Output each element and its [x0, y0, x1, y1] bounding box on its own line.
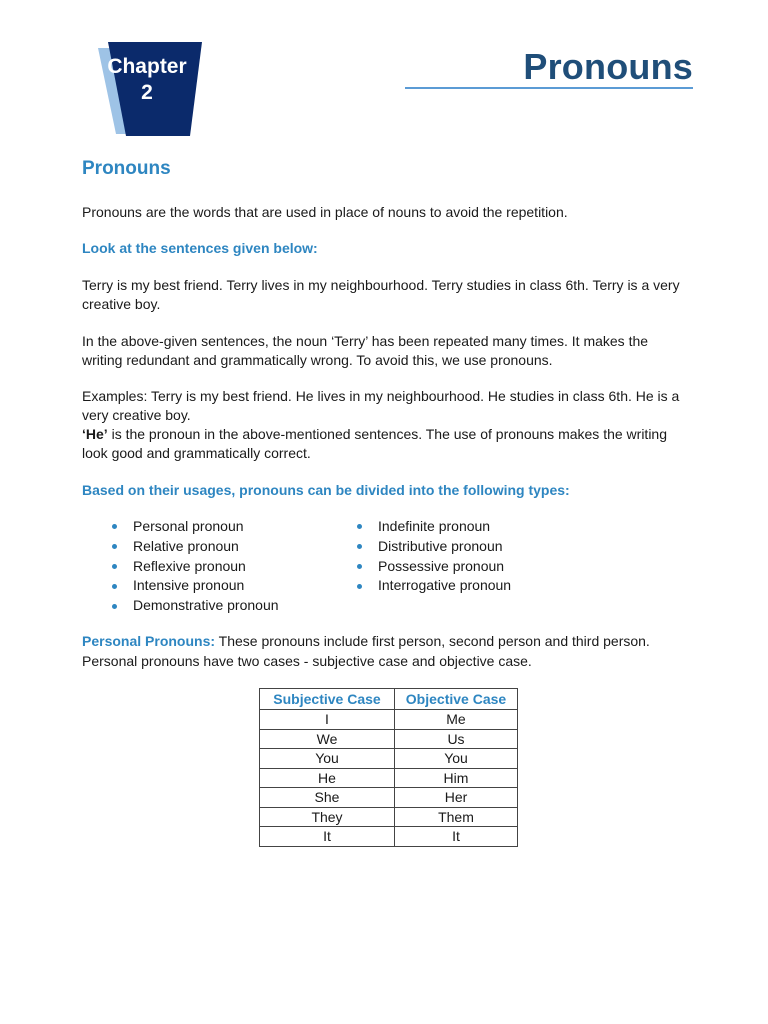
list-item: Possessive pronoun [357, 557, 511, 577]
types-list-right [357, 517, 511, 596]
subjective-cell: You [260, 749, 395, 769]
personal-text: These pronouns include first person, second person and third person. [215, 633, 650, 649]
table-row [260, 807, 518, 827]
subjective-cell: They [260, 807, 395, 827]
list-item: Intensive pronoun [112, 576, 279, 596]
table-row [260, 788, 518, 808]
table-row [260, 729, 518, 749]
table-row [260, 768, 518, 788]
list-item: Demonstrative pronoun [112, 596, 279, 616]
subjective-cell: I [260, 710, 395, 730]
list-item: Interrogative pronoun [357, 576, 511, 596]
objective-cell: You [395, 749, 518, 769]
bullet-icon [357, 564, 362, 569]
chapter-badge [82, 42, 206, 138]
list-item: Personal pronoun [112, 517, 279, 537]
he-paragraph [82, 425, 692, 463]
list-item: Reflexive pronoun [112, 557, 279, 577]
bullet-icon [357, 584, 362, 589]
objective-cell: Us [395, 729, 518, 749]
he-rest: is the pronoun in the above-mentioned sentences. The use of pronouns makes the writing look good and grammatically correct. [82, 426, 667, 461]
title-underline [405, 87, 693, 89]
objective-cell: Me [395, 710, 518, 730]
intro-paragraph: Pronouns are the words that are used in place of nouns to avoid the repetition. [82, 204, 568, 220]
subjective-cell: She [260, 788, 395, 808]
chapter-number: 2 [141, 81, 153, 104]
objective-cell: Them [395, 807, 518, 827]
look-heading: Look at the sentences given below: [82, 240, 318, 256]
objective-cell: It [395, 827, 518, 847]
examples-paragraph: Examples: Terry is my best friend. He lives in my neighbourhood. He studies in class 6th. He is a very creative boy. [82, 388, 680, 423]
bullet-icon [357, 544, 362, 549]
sentences-paragraph: Terry is my best friend. Terry lives in my neighbourhood. Terry studies in class 6th. Terry is a very creative boy. [82, 277, 680, 312]
bullet-icon [112, 524, 117, 529]
objective-cell: Him [395, 768, 518, 788]
table-header-row [260, 689, 518, 710]
objective-cell: Her [395, 788, 518, 808]
list-item: Relative pronoun [112, 537, 279, 557]
subjective-header: Subjective Case [260, 689, 395, 710]
table-row [260, 827, 518, 847]
bullet-icon [112, 584, 117, 589]
bullet-icon [112, 564, 117, 569]
page-title: Pronouns [523, 46, 693, 87]
subjective-cell: We [260, 729, 395, 749]
personal-cases-text: Personal pronouns have two cases - subjective case and objective case. [82, 653, 532, 669]
personal-label: Personal Pronouns: [82, 633, 216, 649]
objective-header: Objective Case [395, 689, 518, 710]
bullet-icon [357, 524, 362, 529]
chapter-label: Chapter [107, 55, 187, 78]
subjective-cell: It [260, 827, 395, 847]
subjective-cell: He [260, 768, 395, 788]
list-item: Indefinite pronoun [357, 517, 511, 537]
types-heading: Based on their usages, pronouns can be divided into the following types: [82, 482, 570, 498]
list-item: Distributive pronoun [357, 537, 511, 557]
bullet-icon [112, 604, 117, 609]
explanation-paragraph: In the above-given sentences, the noun ‘Terry’ has been repeated many times. It makes the writing redundant and grammatically wrong. To avoid this, we use pronouns. [82, 333, 649, 368]
he-bold: ‘He’ [82, 426, 108, 442]
cases-table [259, 688, 518, 847]
types-list-left [112, 517, 279, 616]
table-row [260, 710, 518, 730]
section-heading: Pronouns [82, 158, 171, 179]
table-row [260, 749, 518, 769]
chapter-badge-text [92, 54, 202, 106]
personal-paragraph [82, 632, 692, 651]
bullet-icon [112, 544, 117, 549]
